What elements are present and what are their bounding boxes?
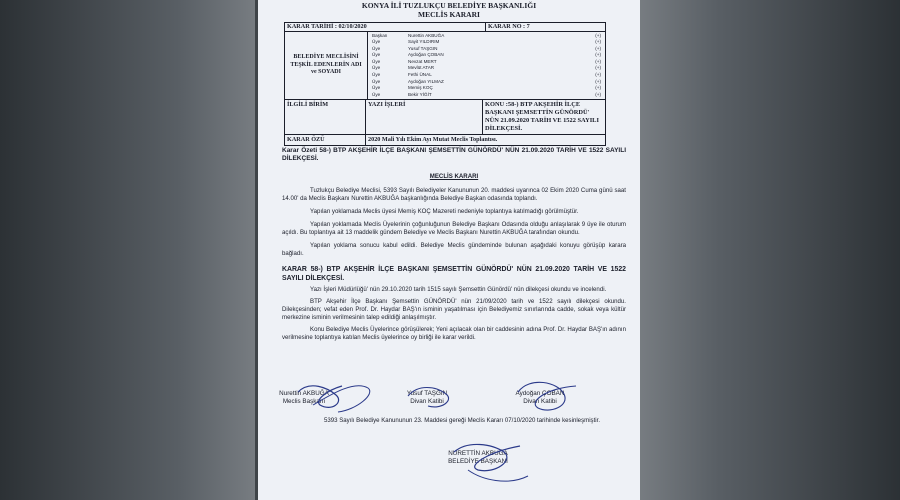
signer-3-title: Divan Katibi [523, 398, 557, 405]
ilgili-birim-label: İLGİLİ BİRİM [287, 101, 329, 109]
paragraph-2: Yapılan yoklamada Meclis üyesi Memiş KOÇ Mazereti nedeniyle toplantıya katılmadığı görülmüştür. [310, 208, 579, 216]
ilgili-birim-value: YAZI İŞLERİ [365, 100, 482, 134]
member-vote: (+) [595, 78, 601, 84]
member-name: Bekir YİĞİT [408, 91, 432, 97]
member-role: Üye [372, 65, 381, 71]
member-vote: (+) [595, 85, 601, 91]
doc-title: KONYA İLİ TUZLUKÇU BELEDİYE BAŞKANLIĞI [361, 1, 537, 10]
member-vote: (+) [595, 45, 601, 51]
paragraph-4: Yapılan yoklama sonucu kabul edildi. Belediye Meclis gündeminde bulunan aşağıdaki konuyu görüşüp karara bağladı. [282, 242, 626, 258]
karar-ozeti: Karar Özeti 58-) BTP AKŞEHİR İLÇE BAŞKANI ŞEMSETTİN GÜNÖRDÜ' NÜN 21.09.2020 TARİH VE 1522 SAYILI DİLEKÇESİ. [282, 147, 626, 163]
member-vote: (+) [595, 52, 601, 58]
member-role: Üye [372, 58, 381, 64]
document-page [258, 0, 640, 500]
handwritten-signatures [258, 0, 640, 500]
member-role: Üye [372, 39, 381, 45]
section-title: MECLİS KARARI [429, 173, 479, 181]
paragraph-1: Tuzlukçu Belediye Meclisi, 5393 Sayılı Belediyeler Kanununun 20. maddesi uyarınca 02 Ekim 2020 Cuma günü saat 14.00' da Meclis Başkanı Nurettin AKBUĞA başkanlığında Belediye Başkan odasında toplandı. [282, 187, 626, 203]
signer-1-name: Nurettin AKBUĞA [279, 390, 329, 397]
karar-heading: KARAR 58-) BTP AKŞEHİR İLÇE BAŞKANI ŞEMSETTİN GÜNÖRDÜ' NÜN 21.09.2020 TARİH VE 1522 SAYILI DİLEKÇESİ. [282, 266, 626, 282]
karar-tarihi: KARAR TARİHİ : 02/10/2020 [285, 22, 486, 31]
footer-text: 5393 Sayılı Belediye Kanununun 23. Maddesi gereği Meclis Kararı 07/10/2020 tarihinde kesinleşmiştir. [323, 417, 601, 424]
member-vote: (+) [595, 58, 601, 64]
member-role: Üye [372, 72, 381, 78]
doc-subtitle: MECLİS KARARI [418, 10, 480, 20]
member-vote: (+) [595, 72, 601, 78]
paragraph-3: Yapılan yoklamada Meclis Üyelerinin çoğunluğunun Belediye Başkanı Odasında olduğu anlaşılarak 9 üye ile oturum açıldı. Bu toplantıya ait 13 maddelik gündem Belediye ve Meclis Başkanı Nurettin AKBUĞA tarafından okundu. [282, 221, 626, 237]
member-name: Aydoğan ÇOBAN [408, 52, 444, 58]
member-name: Fethi ÜNAL [408, 72, 432, 78]
members-label: BELEDİYE MECLİSİNİ TEŞKİL EDENLERİN ADI ve SOYADI [290, 54, 362, 76]
member-role: Başkan [372, 32, 388, 38]
member-role: Üye [372, 45, 381, 51]
member-vote: (+) [595, 65, 601, 71]
background-right [640, 0, 900, 500]
member-role: Üye [372, 52, 381, 58]
paragraph-5: Yazı İşleri Müdürlüğü' nün 29.10.2020 tarih 1515 sayılı Şemsettin Günördü' nün dilekçesi okundu ve incelendi. [310, 285, 607, 293]
member-name: Memiş KOÇ [408, 85, 433, 91]
background-left [0, 0, 255, 500]
member-name: Mevlüt ATAR [408, 65, 435, 71]
karar-ozu-label: KARAR ÖZÜ [287, 136, 325, 144]
paragraph-7: Konu Belediye Meclis Üyelerince görüşülerek; Yeni açılacak olan bir caddesinin adına Prof. Dr. Haydar BAŞ'ın adının verilmesine toplantıya katılan Meclis üyelerince oy birliği ile karar verildi. [282, 325, 626, 341]
karar-ozu-value: 2020 Mali Yılı Ekim Ayı Mutat Meclis Toplantısı. [365, 135, 605, 145]
konu: KONU :58-) BTP AKŞEHİR İLÇE BAŞKANI ŞEMSETTİN GÜNÖRDÜ' NÜN 21.09.2020 TARİH VE 1522 SAYILI DİLEKÇESİ. [482, 100, 605, 134]
signer-2-title: Divan Katibi [410, 398, 444, 405]
member-name: Aydoğan YILMAZ [408, 78, 444, 84]
final-signer-title: BELEDİYE BAŞKANI [448, 458, 508, 465]
member-name: Yusuf TAŞGIN [408, 45, 438, 51]
signer-3-name: Aydoğan ÇOBAN [515, 390, 565, 397]
member-role: Üye [372, 78, 381, 84]
member-vote: (+) [595, 39, 601, 45]
member-name: Nurettin AKBUĞA [408, 32, 445, 38]
member-vote: (+) [595, 91, 601, 97]
member-vote: (+) [595, 32, 601, 38]
signer-2-name: Yusuf TAŞGIN [406, 390, 448, 397]
member-name: Nevzat MERT [408, 58, 437, 64]
final-signer-name: NURETTİN AKBUĞA [448, 450, 508, 457]
paragraph-6: BTP Akşehir İlçe Başkanı Şemsettin GÜNÖRDÜ' nün 21/09/2020 tarih ve 1522 sayılı dilekçesi okundu. Dilekçesinden; vefat eden Prof. Dr. Haydar BAŞ'ın isminin yaşatılması için Belediyemiz sınırlarında cadde, sokak veya kültür merkezine isminin verilmesinin talep edildiği anlaşılmıştır. [282, 297, 626, 321]
member-role: Üye [372, 85, 381, 91]
member-name: Sayit YILDIRIM [408, 39, 440, 45]
signer-1-title: Meclis Başkanı [282, 398, 326, 405]
karar-no: KARAR NO : 7 [486, 22, 606, 31]
member-role: Üye [372, 91, 381, 97]
